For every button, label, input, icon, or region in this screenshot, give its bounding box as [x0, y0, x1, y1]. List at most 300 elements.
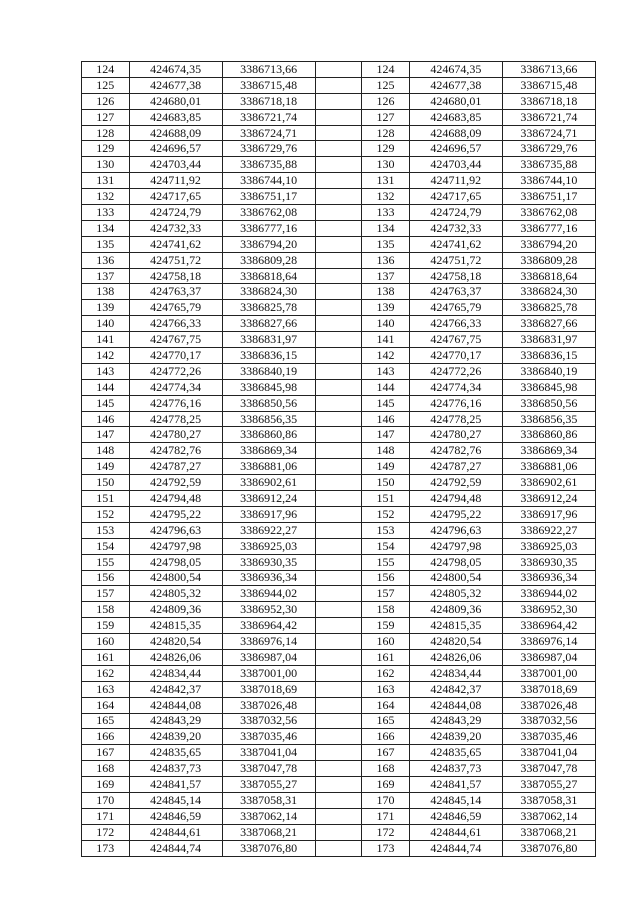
left-point-number-cell: 139: [82, 300, 130, 316]
right-y-coordinate-cell: 3386902,61: [502, 475, 595, 491]
left-point-number-cell: 129: [82, 141, 130, 157]
left-x-coordinate-cell: 424815,35: [129, 618, 222, 634]
left-y-coordinate-cell: 3387058,31: [222, 792, 315, 808]
left-point-number-cell: 126: [82, 93, 130, 109]
spacer-cell: [315, 634, 362, 650]
left-y-coordinate-cell: 3386850,56: [222, 395, 315, 411]
left-y-coordinate-cell: 3387041,04: [222, 745, 315, 761]
right-point-number-cell: 166: [362, 729, 410, 745]
right-point-number-cell: 149: [362, 459, 410, 475]
spacer-cell: [315, 205, 362, 221]
left-point-number-cell: 157: [82, 586, 130, 602]
left-x-coordinate-cell: 424820,54: [129, 634, 222, 650]
left-y-coordinate-cell: 3387026,48: [222, 697, 315, 713]
left-x-coordinate-cell: 424717,65: [129, 189, 222, 205]
right-point-number-cell: 161: [362, 649, 410, 665]
left-y-coordinate-cell: 3387062,14: [222, 808, 315, 824]
table-row: [82, 729, 596, 745]
right-point-number-cell: 124: [362, 62, 410, 78]
left-x-coordinate-cell: 424772,26: [129, 363, 222, 379]
left-y-coordinate-cell: 3386825,78: [222, 300, 315, 316]
table-row: [82, 586, 596, 602]
left-y-coordinate-cell: 3386713,66: [222, 62, 315, 78]
right-point-number-cell: 173: [362, 840, 410, 856]
left-y-coordinate-cell: 3387047,78: [222, 761, 315, 777]
spacer-cell: [315, 157, 362, 173]
left-y-coordinate-cell: 3386840,19: [222, 363, 315, 379]
right-x-coordinate-cell: 424798,05: [409, 554, 502, 570]
table-row: [82, 348, 596, 364]
left-y-coordinate-cell: 3386827,66: [222, 316, 315, 332]
right-y-coordinate-cell: 3387018,69: [502, 681, 595, 697]
right-y-coordinate-cell: 3386729,76: [502, 141, 595, 157]
left-y-coordinate-cell: 3386751,17: [222, 189, 315, 205]
table-row: [82, 649, 596, 665]
right-point-number-cell: 163: [362, 681, 410, 697]
right-point-number-cell: 159: [362, 618, 410, 634]
right-point-number-cell: 135: [362, 236, 410, 252]
right-y-coordinate-cell: 3386827,66: [502, 316, 595, 332]
left-y-coordinate-cell: 3386718,18: [222, 93, 315, 109]
table-row: [82, 220, 596, 236]
left-y-coordinate-cell: 3386944,02: [222, 586, 315, 602]
right-x-coordinate-cell: 424845,14: [409, 792, 502, 808]
spacer-cell: [315, 427, 362, 443]
table-row: [82, 427, 596, 443]
spacer-cell: [315, 300, 362, 316]
left-x-coordinate-cell: 424837,73: [129, 761, 222, 777]
right-x-coordinate-cell: 424796,63: [409, 522, 502, 538]
right-point-number-cell: 138: [362, 284, 410, 300]
spacer-cell: [315, 522, 362, 538]
left-y-coordinate-cell: 3387001,00: [222, 665, 315, 681]
left-x-coordinate-cell: 424782,76: [129, 443, 222, 459]
right-x-coordinate-cell: 424844,61: [409, 824, 502, 840]
left-y-coordinate-cell: 3386936,34: [222, 570, 315, 586]
spacer-cell: [315, 459, 362, 475]
table-row: [82, 157, 596, 173]
left-y-coordinate-cell: 3386976,14: [222, 634, 315, 650]
right-x-coordinate-cell: 424843,29: [409, 713, 502, 729]
table-row: [82, 316, 596, 332]
spacer-cell: [315, 109, 362, 125]
spacer-cell: [315, 395, 362, 411]
left-x-coordinate-cell: 424767,75: [129, 332, 222, 348]
right-point-number-cell: 141: [362, 332, 410, 348]
right-x-coordinate-cell: 424805,32: [409, 586, 502, 602]
right-y-coordinate-cell: 3386944,02: [502, 586, 595, 602]
left-x-coordinate-cell: 424835,65: [129, 745, 222, 761]
left-x-coordinate-cell: 424842,37: [129, 681, 222, 697]
left-point-number-cell: 163: [82, 681, 130, 697]
right-y-coordinate-cell: 3386912,24: [502, 491, 595, 507]
right-y-coordinate-cell: 3386831,97: [502, 332, 595, 348]
left-point-number-cell: 160: [82, 634, 130, 650]
left-y-coordinate-cell: 3386845,98: [222, 379, 315, 395]
right-y-coordinate-cell: 3386840,19: [502, 363, 595, 379]
table-row: [82, 379, 596, 395]
table-row: [82, 459, 596, 475]
right-point-number-cell: 151: [362, 491, 410, 507]
table-row: [82, 268, 596, 284]
table-row: [82, 634, 596, 650]
right-point-number-cell: 152: [362, 506, 410, 522]
table-row: [82, 761, 596, 777]
right-y-coordinate-cell: 3386751,17: [502, 189, 595, 205]
left-point-number-cell: 134: [82, 220, 130, 236]
left-point-number-cell: 166: [82, 729, 130, 745]
right-x-coordinate-cell: 424842,37: [409, 681, 502, 697]
spacer-cell: [315, 62, 362, 78]
spacer-cell: [315, 443, 362, 459]
left-x-coordinate-cell: 424711,92: [129, 173, 222, 189]
right-point-number-cell: 150: [362, 475, 410, 491]
left-y-coordinate-cell: 3386831,97: [222, 332, 315, 348]
right-point-number-cell: 132: [362, 189, 410, 205]
right-x-coordinate-cell: 424717,65: [409, 189, 502, 205]
left-point-number-cell: 165: [82, 713, 130, 729]
left-x-coordinate-cell: 424792,59: [129, 475, 222, 491]
right-point-number-cell: 142: [362, 348, 410, 364]
spacer-cell: [315, 125, 362, 141]
spacer-cell: [315, 681, 362, 697]
spacer-cell: [315, 713, 362, 729]
right-point-number-cell: 164: [362, 697, 410, 713]
right-y-coordinate-cell: 3386869,34: [502, 443, 595, 459]
spacer-cell: [315, 411, 362, 427]
right-point-number-cell: 134: [362, 220, 410, 236]
right-point-number-cell: 160: [362, 634, 410, 650]
right-x-coordinate-cell: 424770,17: [409, 348, 502, 364]
right-x-coordinate-cell: 424741,62: [409, 236, 502, 252]
right-point-number-cell: 169: [362, 777, 410, 793]
left-x-coordinate-cell: 424770,17: [129, 348, 222, 364]
table-row: [82, 745, 596, 761]
right-y-coordinate-cell: 3386818,64: [502, 268, 595, 284]
right-y-coordinate-cell: 3386964,42: [502, 618, 595, 634]
left-x-coordinate-cell: 424766,33: [129, 316, 222, 332]
right-y-coordinate-cell: 3387068,21: [502, 824, 595, 840]
right-x-coordinate-cell: 424772,26: [409, 363, 502, 379]
left-y-coordinate-cell: 3386715,48: [222, 77, 315, 93]
spacer-cell: [315, 777, 362, 793]
left-point-number-cell: 131: [82, 173, 130, 189]
spacer-cell: [315, 665, 362, 681]
table-row: [82, 62, 596, 78]
right-x-coordinate-cell: 424776,16: [409, 395, 502, 411]
right-point-number-cell: 158: [362, 602, 410, 618]
left-y-coordinate-cell: 3386856,35: [222, 411, 315, 427]
table-row: [82, 173, 596, 189]
left-point-number-cell: 162: [82, 665, 130, 681]
left-y-coordinate-cell: 3386744,10: [222, 173, 315, 189]
left-point-number-cell: 146: [82, 411, 130, 427]
right-y-coordinate-cell: 3387032,56: [502, 713, 595, 729]
left-x-coordinate-cell: 424751,72: [129, 252, 222, 268]
left-point-number-cell: 136: [82, 252, 130, 268]
left-y-coordinate-cell: 3386762,08: [222, 205, 315, 221]
left-x-coordinate-cell: 424787,27: [129, 459, 222, 475]
spacer-cell: [315, 792, 362, 808]
table-row: [82, 109, 596, 125]
left-point-number-cell: 154: [82, 538, 130, 554]
right-x-coordinate-cell: 424794,48: [409, 491, 502, 507]
left-x-coordinate-cell: 424774,34: [129, 379, 222, 395]
left-y-coordinate-cell: 3387032,56: [222, 713, 315, 729]
spacer-cell: [315, 189, 362, 205]
right-x-coordinate-cell: 424800,54: [409, 570, 502, 586]
right-x-coordinate-cell: 424795,22: [409, 506, 502, 522]
left-point-number-cell: 145: [82, 395, 130, 411]
left-x-coordinate-cell: 424844,61: [129, 824, 222, 840]
table-row: [82, 236, 596, 252]
right-y-coordinate-cell: 3386922,27: [502, 522, 595, 538]
left-y-coordinate-cell: 3386818,64: [222, 268, 315, 284]
right-y-coordinate-cell: 3386824,30: [502, 284, 595, 300]
table-row: [82, 777, 596, 793]
left-x-coordinate-cell: 424845,14: [129, 792, 222, 808]
right-point-number-cell: 125: [362, 77, 410, 93]
right-point-number-cell: 147: [362, 427, 410, 443]
right-x-coordinate-cell: 424732,33: [409, 220, 502, 236]
left-point-number-cell: 169: [82, 777, 130, 793]
right-point-number-cell: 165: [362, 713, 410, 729]
left-point-number-cell: 172: [82, 824, 130, 840]
spacer-cell: [315, 316, 362, 332]
right-point-number-cell: 145: [362, 395, 410, 411]
left-x-coordinate-cell: 424780,27: [129, 427, 222, 443]
right-y-coordinate-cell: 3386825,78: [502, 300, 595, 316]
right-x-coordinate-cell: 424846,59: [409, 808, 502, 824]
spacer-cell: [315, 475, 362, 491]
right-x-coordinate-cell: 424766,33: [409, 316, 502, 332]
table-row: [82, 570, 596, 586]
right-x-coordinate-cell: 424763,37: [409, 284, 502, 300]
left-x-coordinate-cell: 424798,05: [129, 554, 222, 570]
right-x-coordinate-cell: 424765,79: [409, 300, 502, 316]
right-point-number-cell: 153: [362, 522, 410, 538]
right-x-coordinate-cell: 424703,44: [409, 157, 502, 173]
right-y-coordinate-cell: 3386794,20: [502, 236, 595, 252]
right-y-coordinate-cell: 3386744,10: [502, 173, 595, 189]
spacer-cell: [315, 252, 362, 268]
left-x-coordinate-cell: 424839,20: [129, 729, 222, 745]
left-point-number-cell: 149: [82, 459, 130, 475]
table-row: [82, 538, 596, 554]
left-point-number-cell: 159: [82, 618, 130, 634]
spacer-cell: [315, 824, 362, 840]
left-y-coordinate-cell: 3386729,76: [222, 141, 315, 157]
left-point-number-cell: 147: [82, 427, 130, 443]
table-row: [82, 332, 596, 348]
left-x-coordinate-cell: 424844,08: [129, 697, 222, 713]
right-y-coordinate-cell: 3386881,06: [502, 459, 595, 475]
left-x-coordinate-cell: 424794,48: [129, 491, 222, 507]
table-row: [82, 141, 596, 157]
left-y-coordinate-cell: 3386836,15: [222, 348, 315, 364]
left-y-coordinate-cell: 3386869,34: [222, 443, 315, 459]
right-y-coordinate-cell: 3386987,04: [502, 649, 595, 665]
left-x-coordinate-cell: 424844,74: [129, 840, 222, 856]
right-y-coordinate-cell: 3386809,28: [502, 252, 595, 268]
left-y-coordinate-cell: 3386912,24: [222, 491, 315, 507]
right-x-coordinate-cell: 424839,20: [409, 729, 502, 745]
left-point-number-cell: 127: [82, 109, 130, 125]
right-x-coordinate-cell: 424774,34: [409, 379, 502, 395]
left-y-coordinate-cell: 3386930,35: [222, 554, 315, 570]
table-row: [82, 665, 596, 681]
left-point-number-cell: 135: [82, 236, 130, 252]
table-row: [82, 252, 596, 268]
left-point-number-cell: 143: [82, 363, 130, 379]
left-y-coordinate-cell: 3386922,27: [222, 522, 315, 538]
right-point-number-cell: 128: [362, 125, 410, 141]
right-x-coordinate-cell: 424674,35: [409, 62, 502, 78]
right-point-number-cell: 130: [362, 157, 410, 173]
right-point-number-cell: 131: [362, 173, 410, 189]
right-point-number-cell: 137: [362, 268, 410, 284]
left-y-coordinate-cell: 3386794,20: [222, 236, 315, 252]
left-x-coordinate-cell: 424776,16: [129, 395, 222, 411]
left-point-number-cell: 125: [82, 77, 130, 93]
left-point-number-cell: 148: [82, 443, 130, 459]
left-x-coordinate-cell: 424683,85: [129, 109, 222, 125]
left-y-coordinate-cell: 3387035,46: [222, 729, 315, 745]
right-x-coordinate-cell: 424711,92: [409, 173, 502, 189]
table-row: [82, 443, 596, 459]
left-y-coordinate-cell: 3386724,71: [222, 125, 315, 141]
left-y-coordinate-cell: 3386860,86: [222, 427, 315, 443]
left-x-coordinate-cell: 424843,29: [129, 713, 222, 729]
spacer-cell: [315, 586, 362, 602]
right-x-coordinate-cell: 424767,75: [409, 332, 502, 348]
spacer-cell: [315, 332, 362, 348]
left-x-coordinate-cell: 424741,62: [129, 236, 222, 252]
right-y-coordinate-cell: 3387055,27: [502, 777, 595, 793]
right-y-coordinate-cell: 3386718,18: [502, 93, 595, 109]
left-y-coordinate-cell: 3386824,30: [222, 284, 315, 300]
spacer-cell: [315, 173, 362, 189]
left-x-coordinate-cell: 424846,59: [129, 808, 222, 824]
left-point-number-cell: 140: [82, 316, 130, 332]
left-point-number-cell: 132: [82, 189, 130, 205]
right-y-coordinate-cell: 3387062,14: [502, 808, 595, 824]
table-row: [82, 824, 596, 840]
right-x-coordinate-cell: 424797,98: [409, 538, 502, 554]
table-row: [82, 411, 596, 427]
right-point-number-cell: 146: [362, 411, 410, 427]
left-point-number-cell: 150: [82, 475, 130, 491]
right-point-number-cell: 143: [362, 363, 410, 379]
table-row: [82, 522, 596, 538]
right-y-coordinate-cell: 3386735,88: [502, 157, 595, 173]
left-x-coordinate-cell: 424765,79: [129, 300, 222, 316]
right-x-coordinate-cell: 424820,54: [409, 634, 502, 650]
right-y-coordinate-cell: 3386976,14: [502, 634, 595, 650]
table-row: [82, 284, 596, 300]
spacer-cell: [315, 363, 362, 379]
left-y-coordinate-cell: 3386952,30: [222, 602, 315, 618]
right-point-number-cell: 139: [362, 300, 410, 316]
right-y-coordinate-cell: 3386721,74: [502, 109, 595, 125]
right-x-coordinate-cell: 424837,73: [409, 761, 502, 777]
left-y-coordinate-cell: 3386735,88: [222, 157, 315, 173]
right-x-coordinate-cell: 424677,38: [409, 77, 502, 93]
table-row: [82, 840, 596, 856]
right-x-coordinate-cell: 424751,72: [409, 252, 502, 268]
spacer-cell: [315, 840, 362, 856]
right-y-coordinate-cell: 3387058,31: [502, 792, 595, 808]
left-point-number-cell: 168: [82, 761, 130, 777]
left-y-coordinate-cell: 3387068,21: [222, 824, 315, 840]
table-row: [82, 808, 596, 824]
right-x-coordinate-cell: 424844,74: [409, 840, 502, 856]
right-x-coordinate-cell: 424778,25: [409, 411, 502, 427]
right-x-coordinate-cell: 424683,85: [409, 109, 502, 125]
table-row: [82, 189, 596, 205]
right-point-number-cell: 155: [362, 554, 410, 570]
right-x-coordinate-cell: 424680,01: [409, 93, 502, 109]
left-point-number-cell: 156: [82, 570, 130, 586]
right-point-number-cell: 148: [362, 443, 410, 459]
right-point-number-cell: 162: [362, 665, 410, 681]
table-row: [82, 506, 596, 522]
table-row: [82, 491, 596, 507]
table-row: [82, 713, 596, 729]
left-y-coordinate-cell: 3386902,61: [222, 475, 315, 491]
spacer-cell: [315, 570, 362, 586]
left-point-number-cell: 170: [82, 792, 130, 808]
right-x-coordinate-cell: 424792,59: [409, 475, 502, 491]
right-y-coordinate-cell: 3386856,35: [502, 411, 595, 427]
right-x-coordinate-cell: 424782,76: [409, 443, 502, 459]
left-y-coordinate-cell: 3386917,96: [222, 506, 315, 522]
spacer-cell: [315, 379, 362, 395]
right-y-coordinate-cell: 3386762,08: [502, 205, 595, 221]
right-y-coordinate-cell: 3386936,34: [502, 570, 595, 586]
right-x-coordinate-cell: 424758,18: [409, 268, 502, 284]
left-x-coordinate-cell: 424680,01: [129, 93, 222, 109]
left-y-coordinate-cell: 3387018,69: [222, 681, 315, 697]
right-y-coordinate-cell: 3387035,46: [502, 729, 595, 745]
spacer-cell: [315, 538, 362, 554]
left-point-number-cell: 130: [82, 157, 130, 173]
left-x-coordinate-cell: 424703,44: [129, 157, 222, 173]
spacer-cell: [315, 348, 362, 364]
right-y-coordinate-cell: 3386713,66: [502, 62, 595, 78]
spacer-cell: [315, 761, 362, 777]
spacer-cell: [315, 649, 362, 665]
right-point-number-cell: 157: [362, 586, 410, 602]
spacer-cell: [315, 602, 362, 618]
right-point-number-cell: 171: [362, 808, 410, 824]
left-x-coordinate-cell: 424800,54: [129, 570, 222, 586]
table-row: [82, 363, 596, 379]
table-row: [82, 602, 596, 618]
spacer-cell: [315, 220, 362, 236]
table-row: [82, 125, 596, 141]
left-x-coordinate-cell: 424796,63: [129, 522, 222, 538]
right-y-coordinate-cell: 3386860,86: [502, 427, 595, 443]
right-point-number-cell: 140: [362, 316, 410, 332]
right-x-coordinate-cell: 424841,57: [409, 777, 502, 793]
left-x-coordinate-cell: 424834,44: [129, 665, 222, 681]
table-row: [82, 681, 596, 697]
left-point-number-cell: 151: [82, 491, 130, 507]
left-point-number-cell: 124: [82, 62, 130, 78]
left-x-coordinate-cell: 424674,35: [129, 62, 222, 78]
table-row: [82, 300, 596, 316]
